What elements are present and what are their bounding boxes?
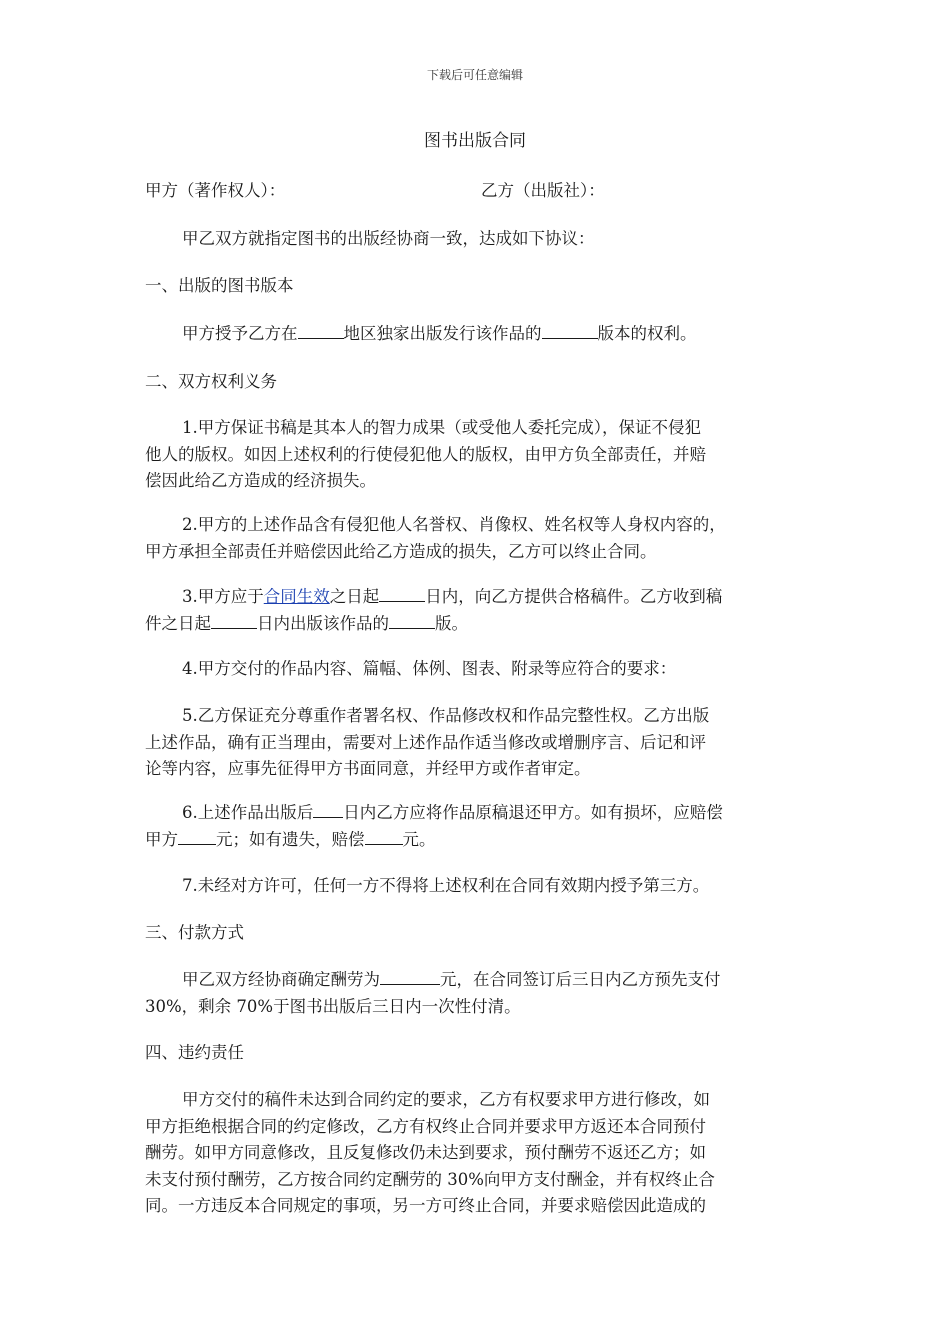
amount-blank xyxy=(365,830,403,845)
item6-text-d: 元；如有遗失，赔偿 xyxy=(216,829,365,849)
section3-line-2: 30%，剩余 70%于图书出版后三日内一次性付清。 xyxy=(145,996,521,1016)
item5-line: 上述作品，确有正当理由，需要对上述作品作适当修改或增删序言、后记和评 xyxy=(145,732,706,752)
item6-text-a: 6.上述作品出版后 xyxy=(182,803,314,822)
section4-heading: 四、违约责任 xyxy=(145,1043,244,1062)
section2-heading: 二、双方权利义务 xyxy=(145,372,277,391)
section4-line: 甲方交付的稿件未达到合同约定的要求，乙方有权要求甲方进行修改，如 xyxy=(182,1090,710,1109)
section3-paragraph xyxy=(145,967,809,1020)
section4-line: 同。一方违反本合同规定的事项，另一方可终止合同，并要求赔偿因此造成的 xyxy=(145,1196,706,1215)
item1-line: 偿因此给乙方造成的经济损失。 xyxy=(145,471,376,490)
contract-effective-link[interactable]: 合同生效 xyxy=(263,587,330,606)
item3-text-b: 之日起 xyxy=(329,587,380,606)
item1-line: 1.甲方保证书稿是其本人的智力成果（或受他人委托完成），保证不侵犯 xyxy=(182,418,701,437)
section1-text-a: 甲方授予乙方在 xyxy=(182,324,298,343)
section3-line-1 xyxy=(145,967,809,994)
section1-text-c: 版本的权利。 xyxy=(597,324,697,343)
item6-text-e: 元。 xyxy=(402,829,436,849)
section2-item5 xyxy=(145,703,809,783)
section3-heading: 三、付款方式 xyxy=(145,923,244,942)
section2-item3 xyxy=(145,584,809,637)
region-blank xyxy=(298,324,344,339)
days-blank xyxy=(211,614,257,629)
item3-line-2 xyxy=(145,611,809,638)
days-blank xyxy=(379,587,425,602)
section4-paragraph xyxy=(145,1087,809,1220)
item3-text-a: 3.甲方应于 xyxy=(182,587,264,606)
section2-item2 xyxy=(145,512,809,565)
section4-line: 未支付预付酬劳，乙方按合同约定酬劳的 30%向甲方支付酬金，并有权终止合 xyxy=(145,1169,715,1189)
section1-text-b: 地区独家出版发行该作品的 xyxy=(343,324,542,343)
section3-text-a: 甲乙双方经协商确定酬劳为 xyxy=(182,970,380,989)
section2-item1 xyxy=(145,415,809,495)
item3-text-e: 日内出版该作品的 xyxy=(257,613,389,633)
item6-text-b: 日内乙方应将作品原稿退还甲方。如有损坏，应赔偿 xyxy=(343,803,723,822)
section2-item7: 7.未经对方许可，任何一方不得将上述权利在合同有效期内授予第三方。 xyxy=(182,876,710,895)
item5-line: 5.乙方保证充分尊重作者署名权、作品修改权和作品完整性权。乙方出版 xyxy=(182,706,710,725)
intro-paragraph: 甲乙双方就指定图书的出版经协商一致，达成如下协议： xyxy=(182,229,595,248)
party-b-label: 乙方（出版社）： xyxy=(481,181,605,200)
section1-heading: 一、出版的图书版本 xyxy=(145,276,294,295)
item6-line-2 xyxy=(145,827,809,854)
item2-line: 甲方承担全部责任并赔偿因此给乙方造成的损失，乙方可以终止合同。 xyxy=(145,541,657,561)
section1-paragraph xyxy=(145,321,846,347)
document-title: 图书出版合同 xyxy=(424,131,526,151)
edition-blank xyxy=(542,324,598,339)
fee-blank xyxy=(380,970,440,985)
edition-blank xyxy=(389,614,435,629)
item3-text-f: 版。 xyxy=(435,613,468,633)
section4-line: 酬劳。如甲方同意修改，且反复修改仍未达到要求，预付酬劳不返还乙方；如 xyxy=(145,1143,706,1162)
party-a-label: 甲方（著作权人）： xyxy=(145,181,286,200)
section2-item4: 4.甲方交付的作品内容、篇幅、体例、图表、附录等应符合的要求： xyxy=(182,659,677,678)
section3-text-b: 元，在合同签订后三日内乙方预先支付 xyxy=(440,970,721,989)
section2-item6 xyxy=(145,800,809,853)
item5-line: 论等内容，应事先征得甲方书面同意，并经甲方或作者审定。 xyxy=(145,759,591,778)
item6-text-c: 甲方 xyxy=(145,829,178,849)
header-note: 下载后可任意编辑 xyxy=(426,68,523,82)
section4-line: 甲方拒绝根据合同的约定修改，乙方有权终止合同并要求甲方返还本合同预付 xyxy=(145,1116,706,1136)
item1-line: 他人的版权。如因上述权利的行使侵犯他人的版权，由甲方负全部责任，并赔 xyxy=(145,444,706,464)
amount-blank xyxy=(178,830,216,845)
item2-line: 2.甲方的上述作品含有侵犯他人名誉权、肖像权、姓名权等人身权内容的， xyxy=(182,515,726,534)
item3-line-1 xyxy=(145,584,809,611)
days-blank xyxy=(313,803,343,818)
item3-text-d: 件之日起 xyxy=(145,613,211,633)
item3-text-c: 日内，向乙方提供合格稿件。乙方收到稿 xyxy=(425,587,723,606)
item6-line-1 xyxy=(145,800,809,827)
